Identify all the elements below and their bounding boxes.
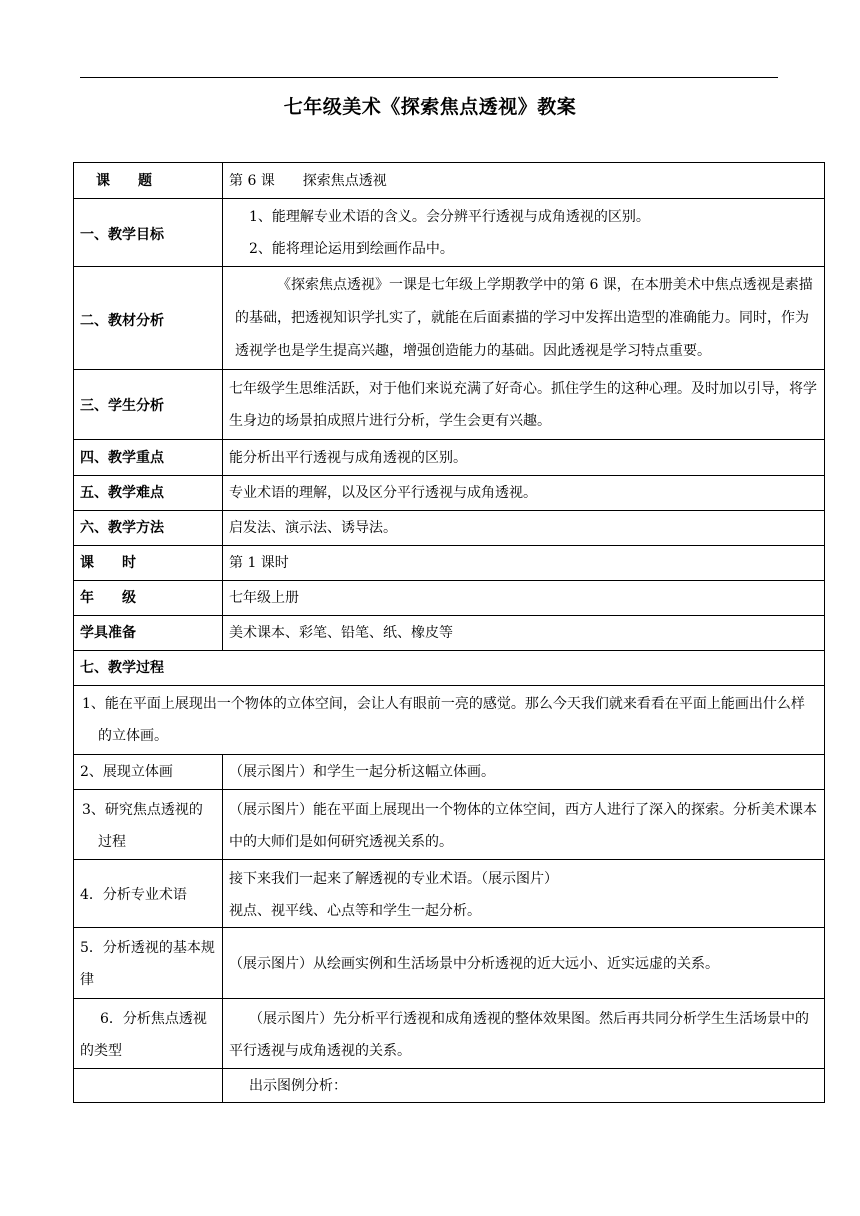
table-row: [74, 440, 825, 476]
table-row: [74, 581, 825, 616]
process-step-1: 1、能在平面上展现出一个物体的立体空间，会让人有眼前一亮的感觉。那么今天我们就来看看在平面上能画出什么样的立体画。: [74, 686, 825, 755]
row-label-hours: 课 时: [74, 546, 223, 581]
row-value-topic: 第 6 课 探索焦点透视: [223, 163, 825, 199]
step-4-label: 4．分析专业术语: [74, 860, 223, 928]
table-row: [74, 370, 825, 440]
table-row: [74, 267, 825, 370]
step-4-line-2: 视点、视平线、心点等和学生一起分析。: [229, 902, 481, 919]
row-label-process: 七、教学过程: [74, 651, 825, 686]
row-value-method: 启发法、演示法、诱导法。: [223, 511, 825, 546]
row-label-material: 二、教材分析: [74, 267, 223, 370]
row-label-method: 六、教学方法: [74, 511, 223, 546]
table-row: [74, 755, 825, 790]
row-value-tools: 美术课本、彩笔、铅笔、纸、橡皮等: [223, 616, 825, 651]
step-6-label: 6．分析焦点透视的类型: [74, 999, 223, 1069]
row-value-grade: 七年级上册: [223, 581, 825, 616]
step-3-content: （展示图片）能在平面上展现出一个物体的立体空间，西方人进行了深入的探索。分析美术课本中的大师们是如何研究透视关系的。: [223, 790, 825, 860]
step-7-label: [74, 1069, 223, 1103]
table-row: [74, 999, 825, 1069]
page-title: 七年级美术《探索焦点透视》教案: [283, 96, 577, 118]
table-row: [74, 860, 825, 928]
table-row: [74, 163, 825, 199]
material-text: 《探索焦点透视》一课是七年级上学期教学中的第 6 课，在本册美术中焦点透视是素描的基础，把透视知识学扎实了，就能在后面素描的学习中发挥出造型的准确能力。同时，作为透视学也是学生提高兴趣，增强创造能力的基础。因此透视是学习特点重要。: [235, 276, 813, 359]
row-value-goals: [223, 199, 825, 267]
table-row: [74, 1069, 825, 1103]
lesson-plan-table: [73, 162, 825, 1103]
table-row: [74, 928, 825, 999]
table-row: [74, 546, 825, 581]
table-row: [74, 476, 825, 511]
row-value-material: [223, 267, 825, 370]
table-row: [74, 790, 825, 860]
step-7-content: 出示图例分析：: [223, 1069, 825, 1103]
table-row: [74, 199, 825, 267]
row-value-key: 能分析出平行透视与成角透视的区别。: [223, 440, 825, 476]
step-4-line-1: 接下来我们一起来了解透视的专业术语。（展示图片）: [229, 870, 558, 887]
goal-line-2: 2、能将理论运用到绘画作品中。: [249, 240, 454, 257]
step-2-label: 2、展现立体画: [74, 755, 223, 790]
row-label-tools: 学具准备: [74, 616, 223, 651]
step-4-content: [223, 860, 825, 928]
step-6-content: （展示图片）先分析平行透视和成角透视的整体效果图。然后再共同分析学生生活场景中的平行透视与成角透视的关系。: [223, 999, 825, 1069]
step-5-label: 5．分析透视的基本规律: [74, 928, 223, 999]
row-label-key: 四、教学重点: [74, 440, 223, 476]
row-label-students: 三、学生分析: [74, 370, 223, 440]
row-label-topic: 课 题: [74, 163, 223, 199]
table-row: [74, 511, 825, 546]
row-value-students: 七年级学生思维活跃，对于他们来说充满了好奇心。抓住学生的这种心理。及时加以引导，将学生身边的场景拍成照片进行分析，学生会更有兴趣。: [223, 370, 825, 440]
table-row: [74, 686, 825, 755]
table-row: [74, 616, 825, 651]
row-label-grade: 年 级: [74, 581, 223, 616]
step-2-content: （展示图片）和学生一起分析这幅立体画。: [223, 755, 825, 790]
table-row: [74, 651, 825, 686]
row-label-goals: 一、教学目标: [74, 199, 223, 267]
row-value-hours: 第 1 课时: [223, 546, 825, 581]
step-3-label: 3、研究焦点透视的过程: [74, 790, 223, 860]
step-5-content: （展示图片）从绘画实例和生活场景中分析透视的近大远小、近实远虚的关系。: [223, 928, 825, 999]
header-rule: [80, 77, 778, 78]
goal-line-1: 1、能理解专业术语的含义。会分辨平行透视与成角透视的区别。: [249, 208, 650, 225]
row-label-difficulty: 五、教学难点: [74, 476, 223, 511]
row-value-difficulty: 专业术语的理解，以及区分平行透视与成角透视。: [223, 476, 825, 511]
